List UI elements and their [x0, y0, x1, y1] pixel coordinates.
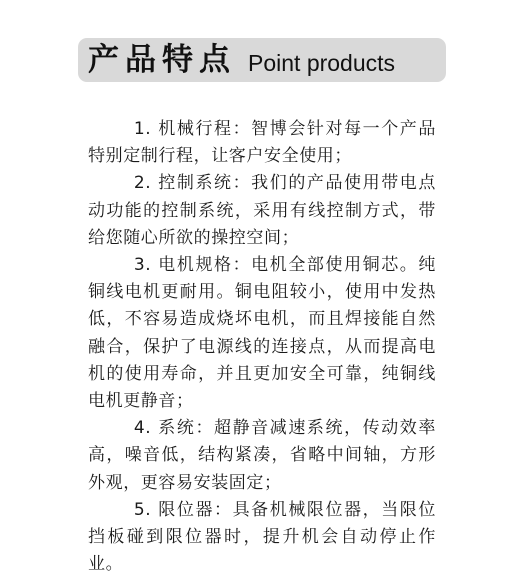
feature-mechanical-travel: 1. 机械行程：智博会针对每一个产品特别定制行程，让客户安全使用；	[88, 119, 436, 167]
section-title-english: Point products	[248, 49, 396, 76]
feature-system: 4. 系统：超静音减速系统，传动效率高，噪音低，结构紧凑，省略中间轴，方形外观，更容易安装固定；	[88, 418, 436, 493]
feature-control-system: 2. 控制系统：我们的产品使用带电点动功能的控制系统，采用有线控制方式，带给您随心所欲的操控空间；	[88, 173, 436, 248]
feature-limiter: 5. 限位器：具备机械限位器，当限位挡板碰到限位器时，提升机会自动停止作业。	[88, 499, 436, 575]
feature-list	[88, 116, 436, 578]
section-title: 产品特点	[88, 41, 236, 78]
section-header	[78, 38, 446, 82]
feature-motor-spec: 3. 电机规格：电机全部使用铜芯。纯铜线电机更耐用。铜电阻较小，使用中发热低，不容易造成烧坏电机，而且焊接能自然融合，保护了电源线的连接点，从而提高电机的使用寿命，并且更加安全可靠，纯铜线电机更静音；	[88, 255, 436, 412]
